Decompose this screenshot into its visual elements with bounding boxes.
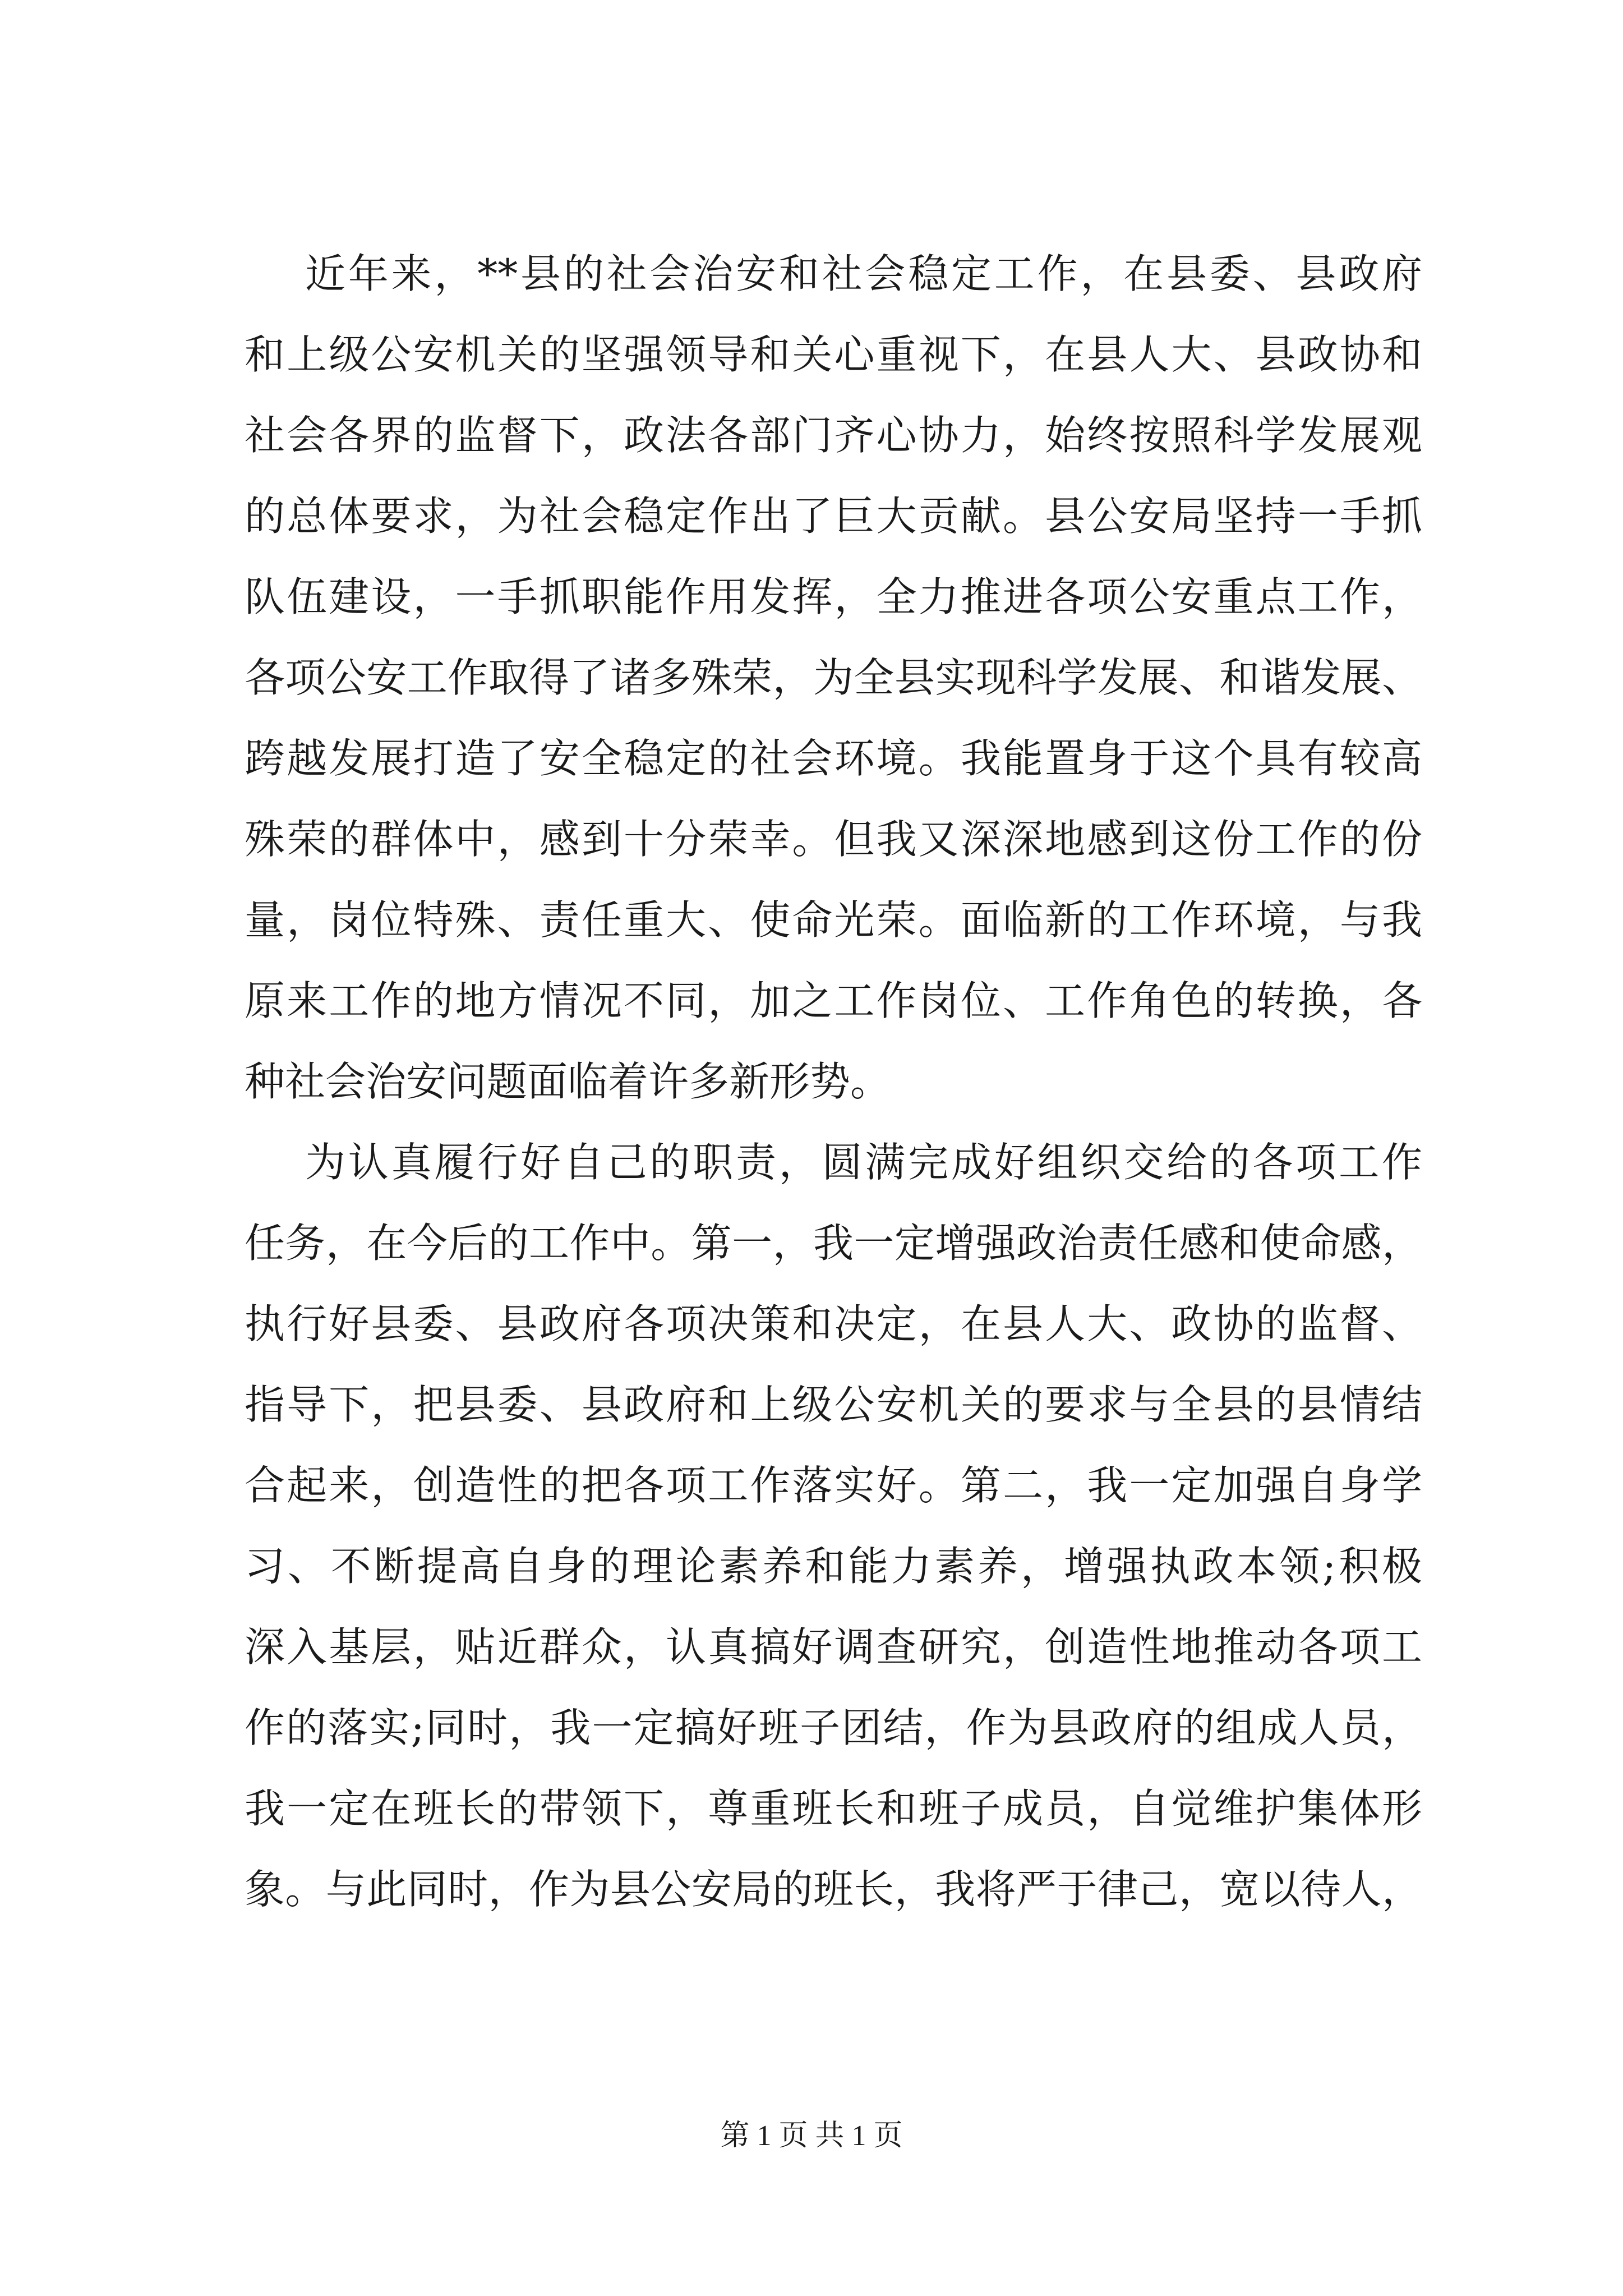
paragraph-1-line-9: 量，岗位特殊、责任重大、使命光荣。面临新的工作环境，与我 xyxy=(245,896,1422,944)
paragraph-1-line-5: 队伍建设，一手抓职能作用发挥，全力推进各项公安重点工作， xyxy=(245,573,1422,620)
page-footer xyxy=(0,2119,1623,2153)
paragraph-2-line-7: 深入基层，贴近群众，认真搞好调查研究，创造性地推动各项工 xyxy=(245,1623,1422,1671)
paragraph-2-line-4: 指导下，把县委、县政府和上级公安机关的要求与全县的县情结 xyxy=(245,1381,1422,1428)
paragraph-2-line-9: 我一定在班长的带领下，尊重班长和班子成员，自觉维护集体形 xyxy=(245,1785,1422,1832)
paragraph-1-line-8: 殊荣的群体中，感到十分荣幸。但我又深深地感到这份工作的份 xyxy=(245,816,1422,863)
paragraph-2-line-6: 习、不断提高自身的理论素养和能力素养，增强执政本领;积极 xyxy=(245,1543,1422,1590)
paragraph-1-line-1: 近年来，**县的社会治安和社会稳定工作，在县委、县政府 xyxy=(305,250,1422,297)
document-body xyxy=(245,250,1422,1950)
paragraph-1-line-4: 的总体要求，为社会稳定作出了巨大贡献。县公安局坚持一手抓 xyxy=(245,493,1422,540)
paragraph-2-line-3: 执行好县委、县政府各项决策和决定，在县人大、政协的监督、 xyxy=(245,1300,1422,1347)
paragraph-1-line-2: 和上级公安机关的坚强领导和关心重视下，在县人大、县政协和 xyxy=(245,331,1422,378)
paragraph-2-line-8: 作的落实;同时，我一定搞好班子团结，作为县政府的组成人员， xyxy=(245,1704,1422,1751)
paragraph-1-line-7: 跨越发展打造了安全稳定的社会环境。我能置身于这个具有较高 xyxy=(245,735,1422,782)
paragraph-2-line-2: 任务，在今后的工作中。第一，我一定增强政治责任感和使命感， xyxy=(245,1220,1422,1267)
paragraph-1-line-11: 种社会治安问题面临着许多新形势。 xyxy=(245,1058,891,1105)
page-number-label: 第 1 页 共 1 页 xyxy=(720,2120,903,2152)
paragraph-2-line-10: 象。与此同时，作为县公安局的班长，我将严于律己，宽以待人， xyxy=(245,1866,1422,1913)
paragraph-2-line-5: 合起来，创造性的把各项工作落实好。第二，我一定加强自身学 xyxy=(245,1462,1422,1509)
paragraph-1-line-10: 原来工作的地方情况不同，加之工作岗位、工作角色的转换，各 xyxy=(245,977,1422,1024)
paragraph-2-line-1: 为认真履行好自己的职责，圆满完成好组织交给的各项工作 xyxy=(305,1139,1422,1186)
paragraph-1-line-6: 各项公安工作取得了诸多殊荣，为全县实现科学发展、和谐发展、 xyxy=(245,654,1422,701)
paragraph-1-line-3: 社会各界的监督下，政法各部门齐心协力，始终按照科学发展观 xyxy=(245,412,1422,459)
